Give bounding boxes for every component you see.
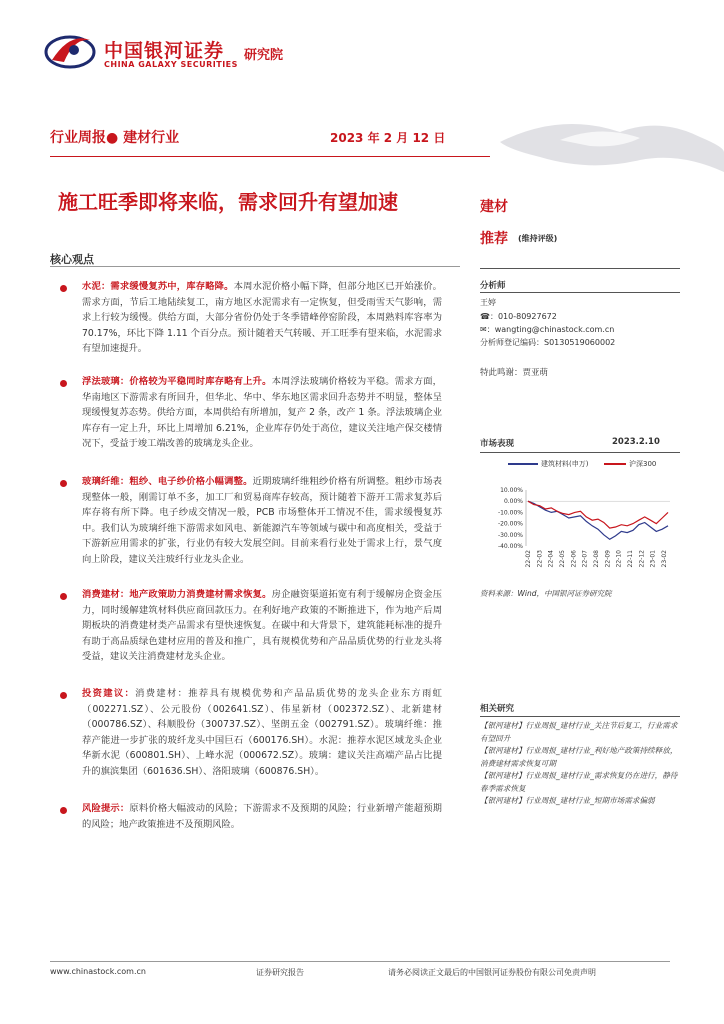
analyst-name: 王婷 [480,298,496,307]
market-label: 市场表现 [480,439,515,449]
paragraph-float-glass [82,374,442,452]
paragraph-text: 本周水泥价格小幅下降，但部分地区已开始涨价。需求方面，节后工地陆续复工，南方地区水泥需求有一定恢复，但受雨雪天气影响，需求上行较为缓慢。供给方面，大部分省份仍处于冬季错峰停窑阶段，本周熟料库容率为 70.17%，环比下降 1.11 个百分点。预计随着天气转暖、开工旺季有望来临，水泥需求有望加速提升。 [82,281,442,355]
x-tick-label: 22-08 [593,550,600,568]
header-divider [50,156,490,157]
research-institute-label: 研究院 [244,48,284,63]
y-tick-label: -30.00% [497,531,523,539]
x-tick-label: 22-02 [525,550,532,568]
related-research-label: 相关研究 [480,704,515,714]
x-tick-label: 22-10 [615,550,623,568]
sidebar-divider [480,452,680,453]
paragraph-text: 本周浮法玻璃价格较为平稳。需求方面，华南地区下游需求有所回升，但华北、华中、华东地区需求回升态势并不明显，整体呈现缓慢复苏态势。供给方面，本周供给有所增加，复产 2 条，改产 1 条。浮法玻璃企业库存有一定上升，环比上周增加 6.21%，企业库存仍处于高位，建议关注地产保交楼情况下，受益于竣工端改善的玻璃龙头企业。 [82,376,442,450]
market-chart [480,480,680,582]
paragraph-lead: 浮法玻璃：价格较为平稳同时库存略有上升。 [82,376,272,387]
x-tick-label: 22-06 [570,550,578,568]
paragraph-lead: 玻璃纤维：粗纱、电子纱价格小幅调整。 [82,476,253,487]
chart-source: 资料来源：Wind，中国银河证券研究院 [480,589,612,598]
x-tick-label: 23-02 [661,550,668,568]
brand-name-cn: 中国银河证券 [104,40,225,62]
galaxy-logo-icon [44,30,96,70]
paragraph-text: 原料价格大幅波动的风险；下游需求不及预期的风险；行业新增产能超预期的风险；地产政策推进不及预期风险。 [82,803,442,830]
core-view-label: 核心观点 [50,253,94,266]
related-item[interactable]: 【银河建材】行业周报_建材行业_关注节后复工，行业需求有望回升 [480,721,678,743]
legend-building-materials: 建筑材料(申万) [541,460,589,468]
x-tick-label: 22-03 [536,550,544,568]
report-date: 2023 年 2 月 12 日 [330,131,446,145]
y-tick-label: 0.00% [503,498,523,506]
bullet-icon [60,692,67,699]
footer-divider [50,961,670,962]
analyst-label: 分析师 [480,281,506,291]
bullet-icon [60,593,67,600]
bullet-icon [60,380,67,387]
paragraph-lead: 投资建议： [82,688,136,699]
report-type: 行业周报● 建材行业 [50,130,180,146]
footer-disclaimer: 请务必阅读正文最后的中国银河证券股份有限公司免责声明 [388,968,596,977]
paragraph-text: 消费建材：推荐具有规模优势和产品品质优势的龙头企业东方雨虹（002271.SZ）、公元股份（002641.SZ）、伟星新材（002372.SZ）、北新建材（000786.SZ）、科顺股份（300737.SZ）、坚朗五金（002791.SZ）。玻璃纤维：推荐产能进一步扩张的玻纤龙头中国巨石（600176.SH）。水泥：推荐水泥区域龙头企业华新水泥（600801.SH）、上峰水泥（000672.SZ）。玻璃：建议关注高端产品占比提升的旗滨集团（601636.SH）、洛阳玻璃（600876.SH）。 [82,688,442,777]
x-tick-label: 23-01 [649,550,657,568]
y-tick-label: -40.00% [497,543,523,550]
sidebar-divider [480,292,680,293]
paragraph-lead: 消费建材：地产政策助力消费建材需求恢复。 [82,589,272,600]
paragraph-lead: 水泥：需求缓慢复苏中，库存略降。 [82,281,234,292]
paragraph-cement [82,279,442,357]
x-tick-label: 22-09 [604,550,612,568]
paragraph-consumer-materials [82,587,442,665]
analyst-phone: ☎：010-80927672 [480,312,557,321]
sidebar-divider [480,716,680,717]
paragraph-glass-fiber [82,474,442,568]
page-title: 施工旺季即将来临，需求回升有望加速 [58,190,398,214]
y-tick-label: 10.00% [500,487,523,494]
related-item[interactable]: 【银河建材】行业周报_建材行业_短期市场需求偏弱 [480,796,655,805]
series-line-building-materials [528,501,668,539]
y-tick-label: -20.00% [497,520,523,528]
related-item[interactable]: 【银河建材】行业周报_建材行业_利好地产政策持续释放，消费建材需求恢复可期 [480,746,678,768]
market-date: 2023.2.10 [612,437,660,447]
brand-name-en: CHINA GALAXY SECURITIES [104,60,238,69]
rating-note: (维持评级) [518,234,558,243]
x-tick-label: 22-05 [559,550,566,568]
legend-swatch-hs300 [604,463,626,465]
x-tick-label: 22-04 [547,550,555,568]
legend-swatch-building [508,463,538,465]
legend-hs300: 沪深300 [629,460,657,468]
footer-url[interactable]: www.chinastock.com.cn [50,967,146,976]
paragraph-text: 近期玻璃纤维粗纱价格有所调整。粗纱市场表现整体一般，刚需订单不多，加工厂和贸易商库存较高，预计随着下游开工需求复苏后库存将有所下降。电子纱成交情况一般，PCB 市场整体开工情况不佳，需求缓慢复苏中。我们认为玻璃纤维下游需求如风电、新能源汽车等领域与碳中和高度相关，受益于下游新应用需求的扩张，行业仍有较大发展空间。目前来看行业处于需求上行，景气度向上阶段，建议关注玻纤行业龙头企业。 [82,476,442,565]
x-tick-label: 22-07 [581,550,589,568]
x-tick-label: 22-11 [627,550,634,568]
paragraph-investment [82,686,442,780]
x-tick-label: 22-12 [638,550,646,568]
related-item[interactable]: 【银河建材】行业周报_建材行业_需求恢复仍在进行，静待春季需求恢复 [480,771,678,793]
paragraph-text: 房企融资渠道拓宽有利于缓解房企资金压力，同时缓解建筑材料供应商回款压力。在利好地产政策的不断推进下，作为地产后周期板块的消费建材类产品需求有望快速恢复。在碳中和大背景下，建筑能耗标准的提升有助于高品质绿色建材应用的普及和推广，具有规模优势和产品品质优势的行业龙头将受益，建议关注消费建材龙头企业。 [82,589,442,663]
paragraph-lead: 风险提示： [82,803,130,814]
analyst-reg-no: 分析师登记编码：S0130519060002 [480,338,616,347]
sector-name: 建材 [480,199,508,215]
bullet-icon [60,285,67,292]
footer-report-type: 证券研究报告 [256,968,304,977]
paragraph-risk [82,801,442,832]
sidebar-divider [480,268,680,269]
bullet-icon [60,480,67,487]
bullet-icon [60,807,67,814]
acknowledgement: 特此鸣谢：贾亚萌 [480,368,549,378]
core-view-divider [50,266,460,267]
analyst-email[interactable]: ✉：wangting@chinastock.com.cn [480,325,615,334]
rating: 推荐 [480,231,508,247]
y-tick-label: -10.00% [497,509,523,517]
